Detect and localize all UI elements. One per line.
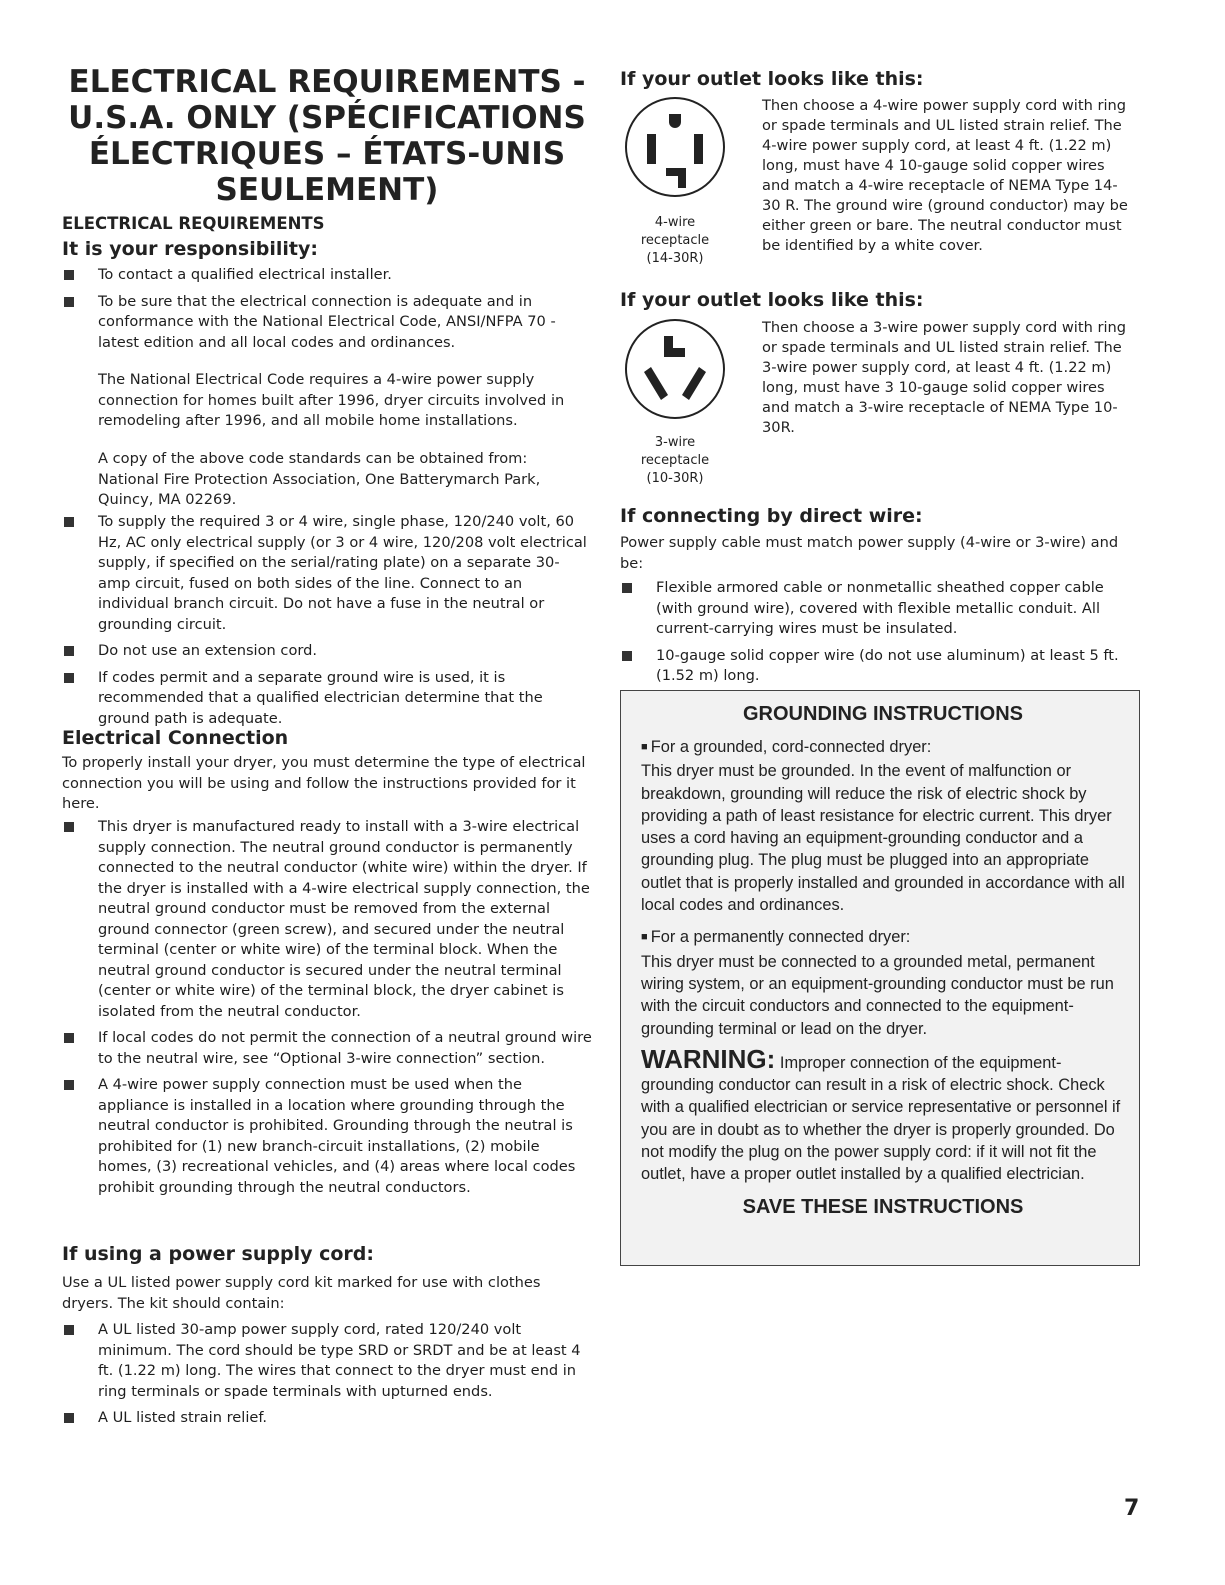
list-item: A UL listed strain relief. — [62, 1408, 592, 1429]
outlet4-figure — [620, 94, 730, 268]
direct-intro: Power supply cable must match power supply (4-wire or 3-wire) and be: — [620, 534, 1119, 572]
list-item: If local codes do not permit the connection of a neutral ground wire to the neutral wire, see “Optional 3-wire connection” section. — [62, 1028, 592, 1069]
list-item: A 4-wire power supply connection must be used when the appliance is installed in a location where grounding through the neutral conductor is prohibited. Grounding through the neutral is prohibited for (1) new branch-circuit installations, (2) mobile homes, (3) recreational vehicles, and (4) areas where local codes prohibit grounding through the neutral conductors. — [62, 1075, 592, 1198]
cord-heading: If using a power supply cord: — [62, 1243, 374, 1265]
warning-block — [641, 1043, 1125, 1186]
connection-list — [62, 817, 592, 1204]
direct-list — [620, 578, 1140, 693]
figure-caption: 4-wire — [654, 215, 696, 230]
cord-list — [62, 1320, 592, 1435]
page-number: 7 — [1124, 1496, 1140, 1521]
responsibility-list-b — [62, 512, 592, 735]
grounding-title: GROUNDING INSTRUCTIONS — [743, 703, 1023, 725]
list-item: If codes permit and a separate ground wire is used, it is recommended that a qualified electrician determine that the ground path is adequate. — [62, 668, 592, 730]
responsibility-list-a — [62, 265, 592, 359]
figure-caption: receptacle — [640, 453, 710, 468]
figure-caption: 3-wire — [654, 435, 696, 450]
paragraph: A copy of the above code standards can be obtained from: National Fire Protection Association, One Batterymarch Park, Quincy, MA 02269. — [98, 450, 541, 508]
figure-caption: receptacle — [640, 233, 710, 248]
outlet3-heading: If your outlet looks like this: — [620, 289, 924, 311]
title-line: ELECTRICAL REQUIREMENTS - — [68, 64, 586, 100]
title-line: ÉLECTRIQUES – ÉTATS-UNIS — [88, 136, 566, 172]
list-item: To be sure that the electrical connection is adequate and in conformance with the National Electrical Code, ANSI/NFPA 70 - latest edition and all local codes and ordinances. — [62, 292, 592, 354]
receptacle-3-wire-icon — [622, 316, 728, 422]
figure-caption: (14-30R) — [646, 251, 704, 266]
title-line: SEULEMENT) — [215, 172, 439, 208]
list-item: Do not use an extension cord. — [62, 641, 592, 662]
connection-intro: To properly install your dryer, you must determine the type of electrical connection you will be using and follow the instructions provided for it here. — [62, 754, 586, 812]
grounding-block-1 — [641, 736, 1125, 916]
cord-intro: Use a UL listed power supply cord kit marked for use with clothes dryers. The kit should contain: — [62, 1274, 541, 1312]
list-item: A UL listed 30-amp power supply cord, rated 120/240 volt minimum. The cord should be type SRD or SRDT and be at least 4 ft. (1.22 m) long. The wires that connect to the dryer must end in ring terminals or spade terminals with upturned ends. — [62, 1320, 592, 1402]
section-heading: ELECTRICAL REQUIREMENTS — [62, 214, 325, 233]
outlet4-heading: If your outlet looks like this: — [620, 68, 924, 90]
outlet3-section — [620, 316, 1140, 496]
connection-heading: Electrical Connection — [62, 727, 289, 749]
receptacle-4-wire-icon — [622, 94, 728, 200]
grounding-text: This dryer must be connected to a grounded metal, permanent wiring system, or an equipment-grounding conductor must be run with the circuit conductors and connected to the equipment-grounding terminal or lead on the dryer. — [641, 952, 1114, 1038]
grounding-block-2 — [641, 926, 1125, 1039]
paragraph: The National Electrical Code requires a 4-wire power supply connection for homes built after 1996, dryer circuits involved in remodeling after 1996, and all mobile home installations. — [98, 371, 565, 429]
responsibility-heading: It is your responsibility: — [62, 238, 318, 260]
outlet3-figure — [620, 316, 730, 488]
list-item: 10-gauge solid copper wire (do not use aluminum) at least 5 ft. (1.52 m) long. — [620, 646, 1140, 687]
warning-label: WARNING: — [641, 1043, 776, 1074]
page-title — [62, 64, 592, 208]
title-line: U.S.A. ONLY (SPÉCIFICATIONS — [68, 100, 586, 136]
save-instructions: SAVE THESE INSTRUCTIONS — [742, 1195, 1024, 1218]
figure-caption: (10-30R) — [646, 471, 704, 486]
outlet4-text: Then choose a 4-wire power supply cord with ring or spade terminals and UL listed strain relief. The 4-wire power supply cord, at least 4 ft. (1.22 m) long, must have 4 10-gauge solid copper wires and match a 4-wire receptacle of NEMA Type 14-30 R. The ground wire (ground conductor) may be either green or bare. The neutral conductor must be identified by a white cover. — [762, 97, 1128, 254]
warning-text: Improper connection of the equipment-grounding conductor can result in a risk of electric shock. Check with a qualified electrician or service representative or personnel if you are in doubt as to whether the dryer is properly grounded. Do not modify the plug on the power supply cord: if it will not fit the outlet, have a proper outlet installed by a qualified electrician. — [641, 1053, 1121, 1184]
list-item: To contact a qualified electrical installer. — [62, 265, 592, 286]
list-item: This dryer is manufactured ready to install with a 3-wire electrical supply connection. The neutral ground conductor is permanently connected to the neutral conductor (white wire) within the dryer. If the dryer is installed with a 4-wire electrical supply connection, the neutral ground conductor must be removed from the external ground connector (green screw), and secured under the neutral terminal (center or white wire) of the terminal block. When the neutral ground conductor is secured under the neutral terminal (center or white wire) of the terminal block, the dryer cabinet is isolated from the neutral conductor. — [62, 817, 592, 1022]
grounding-text: This dryer must be grounded. In the event of malfunction or breakdown, grounding will reduce the risk of electric shock by providing a path of least resistance for electric current. This dryer uses a cord having an equipment-grounding conductor and a grounding plug. The plug must be plugged into an appropriate outlet that is properly installed and grounded in accordance with all local codes and ordinances. — [641, 762, 1125, 915]
outlet3-text: Then choose a 3-wire power supply cord with ring or spade terminals and UL listed strain relief. The 3-wire power supply cord, at least 4 ft. (1.22 m) long, must have 3 10-gauge solid copper wires and match a 3-wire receptacle of NEMA Type 10-30R. — [762, 319, 1127, 436]
grounding-instructions-box — [620, 690, 1140, 1266]
direct-heading: If connecting by direct wire: — [620, 505, 923, 527]
list-item: Flexible armored cable or nonmetallic sheathed copper cable (with ground wire), covered with flexible metallic conduit. All current-carrying wires must be insulated. — [620, 578, 1140, 640]
list-item: To supply the required 3 or 4 wire, single phase, 120/240 volt, 60 Hz, AC only electrical supply (or 3 or 4 wire, 120/208 volt electrical supply, if specified on the serial/rating plate) on a separate 30-amp circuit, fused on both sides of the line. Connect to an individual branch circuit. Do not have a fuse in the neutral or grounding circuit. — [62, 512, 592, 635]
grounding-bullet-label: ■ For a permanently connected dryer: — [641, 928, 910, 946]
grounding-bullet-label: ■ For a grounded, cord-connected dryer: — [641, 738, 931, 756]
outlet4-section — [620, 94, 1140, 284]
